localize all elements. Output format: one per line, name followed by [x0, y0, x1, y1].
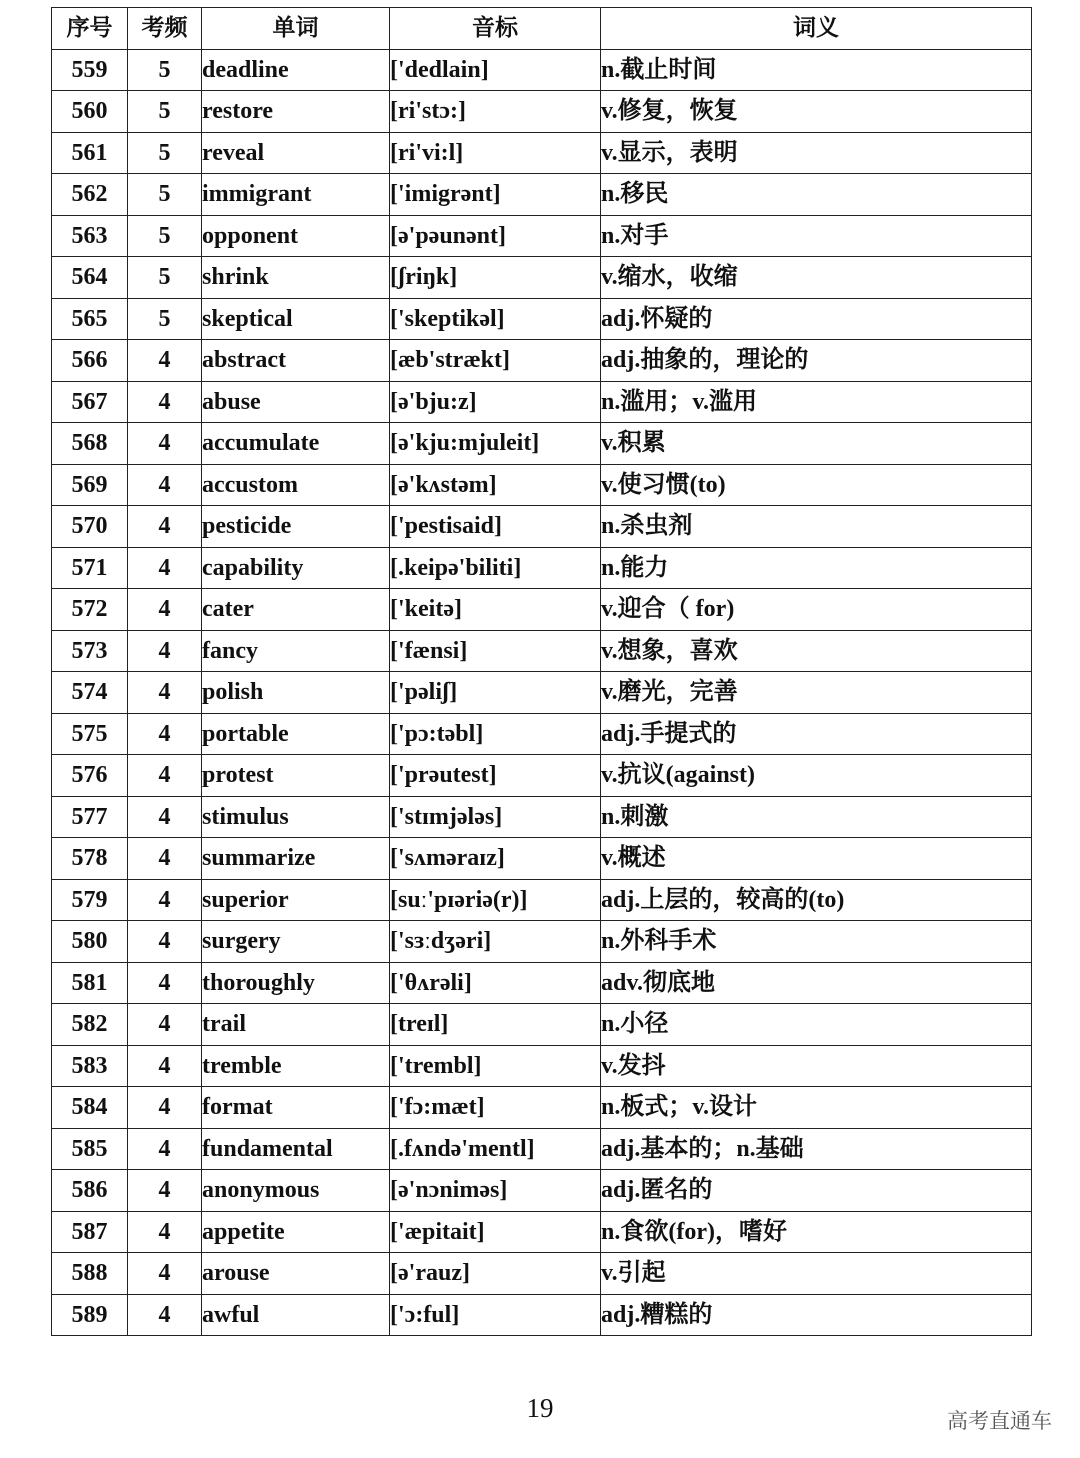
- cell-frequency: 4: [128, 1087, 202, 1129]
- cell-phonetic: ['pəliʃ]: [390, 672, 601, 714]
- cell-definition: n.刺激: [601, 796, 1032, 838]
- cell-number: 576: [52, 755, 128, 797]
- cell-word: abuse: [202, 381, 390, 423]
- cell-definition: adj.匿名的: [601, 1170, 1032, 1212]
- cell-number: 575: [52, 713, 128, 755]
- cell-definition: n.板式；v.设计: [601, 1087, 1032, 1129]
- cell-frequency: 4: [128, 589, 202, 631]
- cell-word: portable: [202, 713, 390, 755]
- cell-frequency: 5: [128, 215, 202, 257]
- cell-number: 561: [52, 132, 128, 174]
- header-word: 单词: [202, 8, 390, 50]
- table-row: [52, 1170, 1032, 1212]
- cell-number: 587: [52, 1211, 128, 1253]
- cell-number: 585: [52, 1128, 128, 1170]
- cell-word: restore: [202, 91, 390, 133]
- cell-definition: adj.基本的；n.基础: [601, 1128, 1032, 1170]
- cell-phonetic: [æb'strækt]: [390, 340, 601, 382]
- cell-frequency: 4: [128, 838, 202, 880]
- cell-frequency: 5: [128, 91, 202, 133]
- cell-frequency: 4: [128, 1170, 202, 1212]
- cell-frequency: 4: [128, 630, 202, 672]
- cell-number: 572: [52, 589, 128, 631]
- cell-phonetic: [ə'kʌstəm]: [390, 464, 601, 506]
- table-row: [52, 1128, 1032, 1170]
- cell-word: protest: [202, 755, 390, 797]
- cell-phonetic: [ri'stɔ:]: [390, 91, 601, 133]
- cell-frequency: 4: [128, 423, 202, 465]
- cell-frequency: 5: [128, 257, 202, 299]
- vocabulary-table: [51, 7, 1032, 1336]
- cell-definition: n.对手: [601, 215, 1032, 257]
- cell-phonetic: ['trembl]: [390, 1045, 601, 1087]
- cell-phonetic: ['imigrənt]: [390, 174, 601, 216]
- cell-word: skeptical: [202, 298, 390, 340]
- table-row: [52, 879, 1032, 921]
- cell-number: 563: [52, 215, 128, 257]
- cell-phonetic: ['pestisaid]: [390, 506, 601, 548]
- cell-number: 578: [52, 838, 128, 880]
- cell-phonetic: [ə'pəunənt]: [390, 215, 601, 257]
- cell-number: 579: [52, 879, 128, 921]
- cell-number: 581: [52, 962, 128, 1004]
- cell-phonetic: ['θʌrəli]: [390, 962, 601, 1004]
- table-row: [52, 257, 1032, 299]
- cell-frequency: 4: [128, 1211, 202, 1253]
- cell-word: shrink: [202, 257, 390, 299]
- cell-phonetic: ['stɪmjələs]: [390, 796, 601, 838]
- cell-frequency: 4: [128, 381, 202, 423]
- watermark: 高考直通车: [947, 1409, 1052, 1433]
- cell-definition: v.缩水，收缩: [601, 257, 1032, 299]
- cell-definition: v.修复，恢复: [601, 91, 1032, 133]
- header-frequency: 考频: [128, 8, 202, 50]
- table-row: [52, 49, 1032, 91]
- table-row: [52, 506, 1032, 548]
- cell-definition: adj.手提式的: [601, 713, 1032, 755]
- cell-number: 586: [52, 1170, 128, 1212]
- table-row: [52, 921, 1032, 963]
- cell-phonetic: [suː'pɪəriə(r)]: [390, 879, 601, 921]
- cell-number: 589: [52, 1294, 128, 1336]
- table-row: [52, 796, 1032, 838]
- cell-definition: n.滥用；v.滥用: [601, 381, 1032, 423]
- cell-number: 584: [52, 1087, 128, 1129]
- cell-word: arouse: [202, 1253, 390, 1295]
- cell-phonetic: [ə'kju:mjuleit]: [390, 423, 601, 465]
- cell-word: tremble: [202, 1045, 390, 1087]
- cell-word: reveal: [202, 132, 390, 174]
- table-header-row: [52, 8, 1032, 50]
- cell-definition: n.能力: [601, 547, 1032, 589]
- cell-word: surgery: [202, 921, 390, 963]
- cell-frequency: 4: [128, 547, 202, 589]
- cell-frequency: 4: [128, 796, 202, 838]
- cell-definition: n.食欲(for)，嗜好: [601, 1211, 1032, 1253]
- cell-frequency: 4: [128, 1128, 202, 1170]
- cell-definition: v.引起: [601, 1253, 1032, 1295]
- cell-number: 571: [52, 547, 128, 589]
- table-row: [52, 423, 1032, 465]
- table-row: [52, 630, 1032, 672]
- cell-number: 568: [52, 423, 128, 465]
- cell-frequency: 4: [128, 672, 202, 714]
- header-phonetic: 音标: [390, 8, 601, 50]
- table-row: [52, 298, 1032, 340]
- table-row: [52, 132, 1032, 174]
- cell-word: fundamental: [202, 1128, 390, 1170]
- cell-number: 582: [52, 1004, 128, 1046]
- cell-word: summarize: [202, 838, 390, 880]
- cell-phonetic: [ri'vi:l]: [390, 132, 601, 174]
- cell-number: 573: [52, 630, 128, 672]
- cell-number: 583: [52, 1045, 128, 1087]
- cell-word: accumulate: [202, 423, 390, 465]
- cell-frequency: 4: [128, 921, 202, 963]
- table-row: [52, 174, 1032, 216]
- cell-word: deadline: [202, 49, 390, 91]
- table-row: [52, 1045, 1032, 1087]
- cell-frequency: 5: [128, 132, 202, 174]
- cell-frequency: 5: [128, 298, 202, 340]
- cell-word: pesticide: [202, 506, 390, 548]
- cell-phonetic: ['fɔ:mæt]: [390, 1087, 601, 1129]
- cell-phonetic: [ʃriŋk]: [390, 257, 601, 299]
- cell-frequency: 4: [128, 1045, 202, 1087]
- cell-phonetic: ['prəutest]: [390, 755, 601, 797]
- table-row: [52, 340, 1032, 382]
- cell-phonetic: ['æpitait]: [390, 1211, 601, 1253]
- cell-number: 559: [52, 49, 128, 91]
- cell-phonetic: [ə'nɔniməs]: [390, 1170, 601, 1212]
- cell-phonetic: ['skeptikəl]: [390, 298, 601, 340]
- cell-word: fancy: [202, 630, 390, 672]
- cell-word: superior: [202, 879, 390, 921]
- cell-definition: v.发抖: [601, 1045, 1032, 1087]
- cell-frequency: 5: [128, 49, 202, 91]
- cell-word: opponent: [202, 215, 390, 257]
- cell-definition: v.概述: [601, 838, 1032, 880]
- table-row: [52, 838, 1032, 880]
- header-definition: 词义: [601, 8, 1032, 50]
- table-row: [52, 1211, 1032, 1253]
- cell-definition: adj.怀疑的: [601, 298, 1032, 340]
- cell-word: anonymous: [202, 1170, 390, 1212]
- cell-definition: adj.糟糕的: [601, 1294, 1032, 1336]
- cell-frequency: 4: [128, 1294, 202, 1336]
- cell-definition: n.小径: [601, 1004, 1032, 1046]
- cell-definition: n.移民: [601, 174, 1032, 216]
- cell-definition: v.使习惯(to): [601, 464, 1032, 506]
- table-row: [52, 755, 1032, 797]
- cell-word: format: [202, 1087, 390, 1129]
- cell-definition: v.抗议(against): [601, 755, 1032, 797]
- cell-frequency: 4: [128, 1004, 202, 1046]
- cell-phonetic: ['pɔ:təbl]: [390, 713, 601, 755]
- cell-phonetic: ['dedlain]: [390, 49, 601, 91]
- cell-number: 588: [52, 1253, 128, 1295]
- cell-definition: adj.抽象的，理论的: [601, 340, 1032, 382]
- cell-frequency: 4: [128, 340, 202, 382]
- table-row: [52, 547, 1032, 589]
- cell-word: abstract: [202, 340, 390, 382]
- cell-number: 580: [52, 921, 128, 963]
- cell-frequency: 4: [128, 879, 202, 921]
- cell-definition: n.外科手术: [601, 921, 1032, 963]
- table-row: [52, 1087, 1032, 1129]
- cell-number: 574: [52, 672, 128, 714]
- cell-definition: v.显示，表明: [601, 132, 1032, 174]
- table-row: [52, 962, 1032, 1004]
- cell-phonetic: [treɪl]: [390, 1004, 601, 1046]
- table-row: [52, 1004, 1032, 1046]
- table-row: [52, 91, 1032, 133]
- table-row: [52, 713, 1032, 755]
- cell-phonetic: [.fʌndə'mentl]: [390, 1128, 601, 1170]
- cell-phonetic: ['ɔ:ful]: [390, 1294, 601, 1336]
- cell-phonetic: [.keipə'biliti]: [390, 547, 601, 589]
- cell-frequency: 5: [128, 174, 202, 216]
- page-number: 19: [526, 1393, 554, 1423]
- cell-word: capability: [202, 547, 390, 589]
- cell-word: awful: [202, 1294, 390, 1336]
- cell-number: 566: [52, 340, 128, 382]
- cell-frequency: 4: [128, 713, 202, 755]
- cell-phonetic: ['sʌməraɪz]: [390, 838, 601, 880]
- cell-word: trail: [202, 1004, 390, 1046]
- cell-number: 565: [52, 298, 128, 340]
- cell-number: 570: [52, 506, 128, 548]
- cell-frequency: 4: [128, 1253, 202, 1295]
- cell-word: thoroughly: [202, 962, 390, 1004]
- cell-word: appetite: [202, 1211, 390, 1253]
- cell-number: 562: [52, 174, 128, 216]
- cell-word: stimulus: [202, 796, 390, 838]
- table-body: [52, 49, 1032, 1336]
- cell-word: cater: [202, 589, 390, 631]
- cell-definition: adj.上层的，较高的(to): [601, 879, 1032, 921]
- cell-phonetic: ['keitə]: [390, 589, 601, 631]
- cell-number: 577: [52, 796, 128, 838]
- cell-frequency: 4: [128, 506, 202, 548]
- cell-word: polish: [202, 672, 390, 714]
- table-row: [52, 672, 1032, 714]
- cell-definition: adv.彻底地: [601, 962, 1032, 1004]
- cell-definition: v.磨光，完善: [601, 672, 1032, 714]
- cell-number: 569: [52, 464, 128, 506]
- cell-definition: n.截止时间: [601, 49, 1032, 91]
- cell-phonetic: [ə'rauz]: [390, 1253, 601, 1295]
- cell-number: 560: [52, 91, 128, 133]
- header-number: 序号: [52, 8, 128, 50]
- cell-phonetic: ['fænsi]: [390, 630, 601, 672]
- cell-number: 567: [52, 381, 128, 423]
- cell-frequency: 4: [128, 464, 202, 506]
- table-row: [52, 215, 1032, 257]
- table-row: [52, 1294, 1032, 1336]
- cell-phonetic: ['sɜːdʒəri]: [390, 921, 601, 963]
- cell-frequency: 4: [128, 962, 202, 1004]
- cell-definition: v.想象，喜欢: [601, 630, 1032, 672]
- table-row: [52, 381, 1032, 423]
- cell-frequency: 4: [128, 755, 202, 797]
- cell-phonetic: [ə'bju:z]: [390, 381, 601, 423]
- table-row: [52, 589, 1032, 631]
- cell-number: 564: [52, 257, 128, 299]
- cell-definition: n.杀虫剂: [601, 506, 1032, 548]
- table-row: [52, 464, 1032, 506]
- cell-definition: v.迎合（ for): [601, 589, 1032, 631]
- cell-word: immigrant: [202, 174, 390, 216]
- cell-definition: v.积累: [601, 423, 1032, 465]
- table-row: [52, 1253, 1032, 1295]
- cell-word: accustom: [202, 464, 390, 506]
